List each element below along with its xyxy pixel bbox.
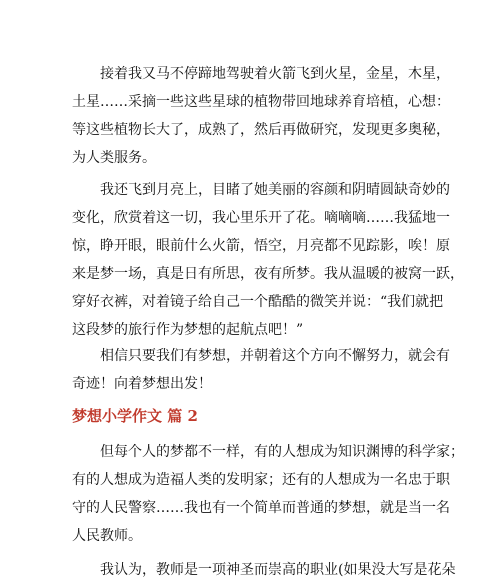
paragraph-everyone-dream [72, 438, 464, 550]
paragraph-believe-dreams [72, 342, 450, 398]
text-line: 这段梦的旅行作为梦想的起航点吧！” [72, 322, 304, 338]
text-line: 有的人想成为造福人类的发明家；还有的人想成为一名忠于职 [72, 472, 450, 488]
text-line: 惊，睁开眼，眼前什么火箭，悟空，月亮都不见踪影，唉！原 [72, 238, 450, 254]
text-line: 等这些植物长大了，成熟了，然后再做研究，发现更多奥秘， [72, 122, 450, 138]
text-line: 守的人民警察……我也有一个简单而普通的梦想，就是当一名 [72, 500, 450, 516]
text-line: 接着我又马不停蹄地驾驶着火箭飞到火星，金星，木星， [100, 66, 450, 82]
paragraph-moon-dream [72, 176, 464, 344]
text-line: 人民教师。 [72, 528, 142, 544]
text-line: 为人类服务。 [72, 150, 156, 166]
text-line: 来是梦一场，真是日有所思，夜有所梦。我从温暖的被窝一跃， [72, 266, 464, 282]
text-line: 奇迹！向着梦想出发！ [72, 376, 212, 392]
paragraph-teacher-career [72, 556, 456, 584]
paragraph-rocket-planets [72, 60, 450, 172]
text-line: 但每个人的梦都不一样，有的人想成为知识渊博的科学家； [100, 444, 464, 460]
text-line: 我认为，教师是一项神圣而崇高的职业(如果没大写是花朵 [100, 562, 456, 578]
text-line: 我还飞到月亮上，目睹了她美丽的容颜和阴晴圆缺奇妙的 [100, 182, 450, 198]
text-line: 土星……采摘一些这些星球的植物带回地球养育培植，心想： [72, 94, 450, 110]
text-line: 变化，欣赏着这一切，我心里乐开了花。嘀嘀嘀……我猛地一 [72, 210, 450, 226]
text-line: 相信只要我们有梦想，并朝着这个方向不懈努力，就会有 [100, 348, 450, 364]
text-line: 穿好衣裤，对着镜子给自己一个酷酷的微笑并说：“我们就把 [72, 294, 444, 310]
section-heading: 梦想小学作文 篇 2 [72, 407, 198, 425]
